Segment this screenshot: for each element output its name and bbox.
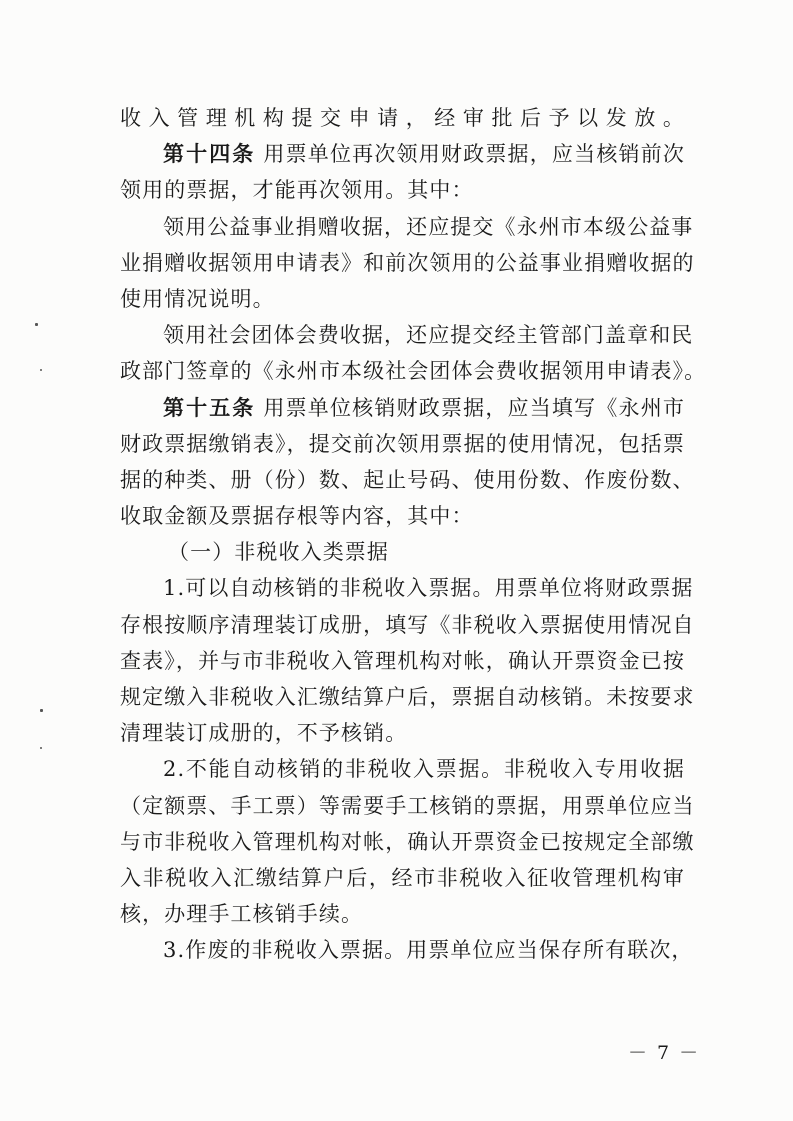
article-number: 第十五条 — [163, 394, 256, 420]
scan-speck — [40, 747, 42, 749]
scan-speck — [35, 323, 38, 326]
text-line: 1.可以自动核销的非税收入票据。用票单位将财政票据 — [163, 576, 694, 601]
text-line: 存根按顺序清理装订成册，填写《非税收入票据使用情况自 — [120, 612, 695, 637]
page-number: － 7 － — [628, 1042, 701, 1064]
scan-speck — [40, 709, 43, 712]
body-text — [120, 100, 707, 969]
section-heading: （一）非税收入类票据 — [168, 540, 389, 565]
article-text: 用票单位再次领用财政票据，应当核销前次 — [263, 142, 686, 167]
text-line: 财政票据缴销表》，提交前次领用票据的使用情况，包括票 — [120, 431, 685, 456]
text-line: 查表》，并与市非税收入管理机构对帐，确认开票资金已按 — [120, 648, 685, 673]
text-line: 领用公益事业捐赠收据，还应提交《永州市本级公益事 — [163, 214, 694, 239]
text-line: 收入管理机构提交申请，经审批后予以发放。 — [120, 106, 685, 130]
text-line: 3.作废的非税收入票据。用票单位应当保存所有联次， — [163, 938, 694, 963]
text-line: 收取金额及票据存根等内容，其中： — [120, 504, 474, 529]
text-line: 领用的票据，才能再次领用。其中： — [120, 178, 474, 203]
text-line: 据的种类、册（份）数、起止号码、使用份数、作废份数、 — [120, 467, 695, 492]
article-number: 第十四条 — [163, 141, 256, 167]
text-line: 2.不能自动核销的非税收入票据。非税收入专用收据 — [163, 757, 685, 782]
text-line: 清理装订成册的，不予核销。 — [120, 721, 408, 746]
text-line: 业捐赠收据领用申请表》和前次领用的公益事业捐赠收据的 — [120, 250, 695, 275]
article-text: 用票单位核销财政票据，应当填写《永州市 — [263, 395, 686, 420]
text-line: （定额票、手工票）等需要手工核销的票据，用票单位应当 — [120, 793, 695, 818]
text-line: 领用社会团体会费收据，还应提交经主管部门盖章和民 — [163, 323, 694, 348]
text-line: 使用情况说明。 — [120, 286, 275, 311]
article-line — [120, 390, 685, 426]
text-line: 与市非税收入管理机构对帐，确认开票资金已按规定全部缴 — [120, 829, 695, 854]
scan-speck — [40, 369, 42, 371]
text-line: 核，办理手工核销手续。 — [120, 902, 364, 927]
text-line: 规定缴入非税收入汇缴结算户后，票据自动核销。未按要求 — [120, 685, 695, 709]
text-line: 入非税收入汇缴结算户后，经市非税收入征收管理机构审 — [120, 865, 685, 890]
article-line — [120, 136, 685, 172]
text-line: 政部门签章的《永州市本级社会团体会费收据领用申请表》。 — [120, 359, 707, 384]
